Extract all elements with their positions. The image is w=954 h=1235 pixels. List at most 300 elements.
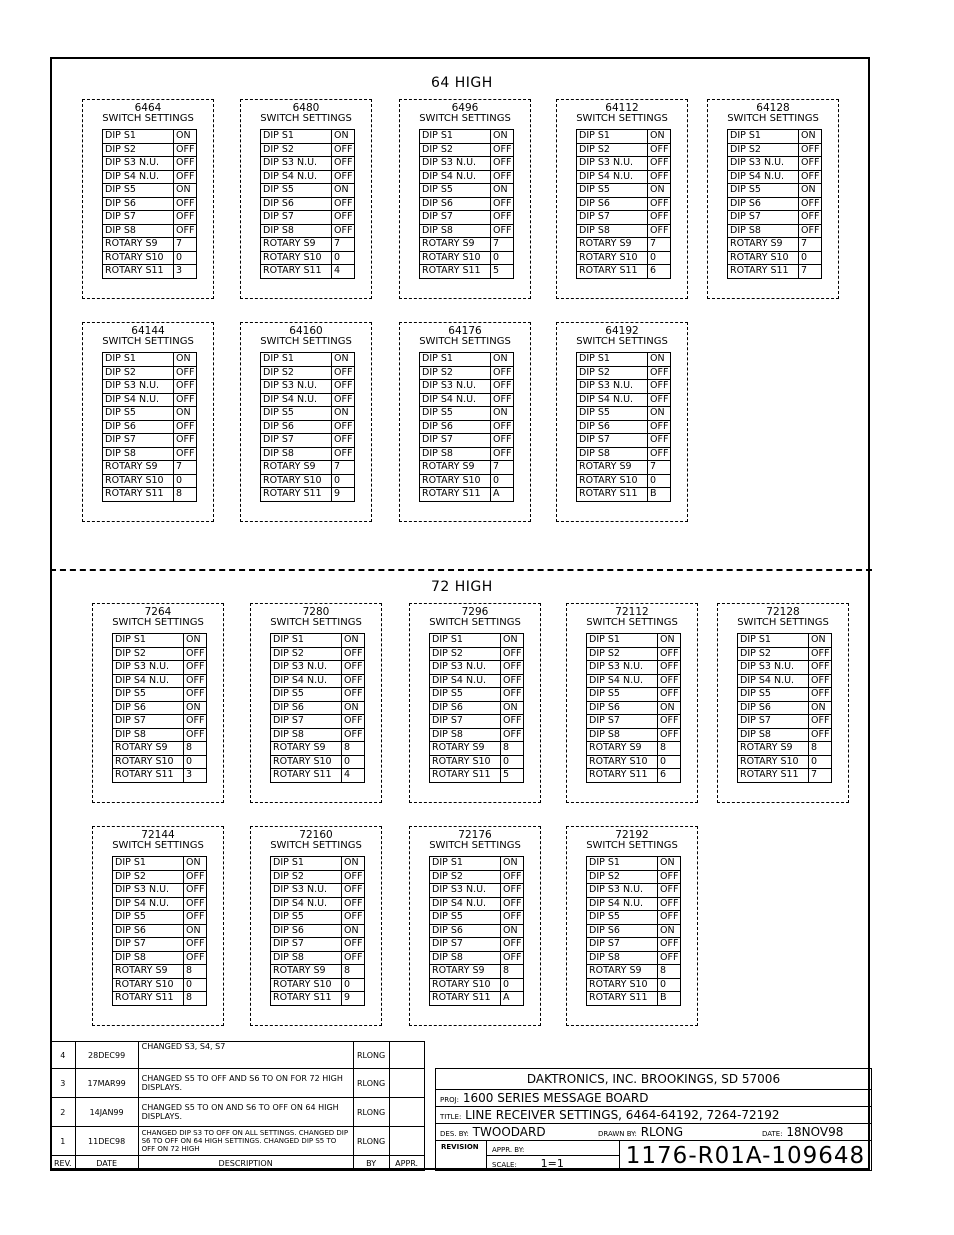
switch-value: 0 [174, 251, 197, 265]
switch-label: DIP S6 [430, 924, 501, 938]
switch-value: OFF [648, 393, 671, 407]
switch-row [577, 184, 671, 198]
switch-row [420, 238, 514, 252]
switch-row [587, 728, 681, 742]
title-label: TITLE: [440, 1113, 462, 1121]
switch-value: OFF [342, 951, 365, 965]
switch-value: 0 [658, 755, 681, 769]
switch-row [728, 211, 822, 225]
switch-table [429, 633, 524, 783]
switch-row [577, 238, 671, 252]
switch-label: ROTARY S10 [271, 755, 342, 769]
switch-row [261, 447, 355, 461]
switch-label: DIP S2 [587, 647, 658, 661]
switch-row [271, 701, 365, 715]
switch-label: DIP S2 [738, 647, 809, 661]
switch-value: 7 [648, 461, 671, 475]
switch-row [113, 755, 207, 769]
company-line: DAKTRONICS, INC. BROOKINGS, SD 57006 [435, 1068, 872, 1090]
switch-label: DIP S4 N.U. [420, 170, 491, 184]
switch-row [103, 265, 197, 279]
proj-label: PROJ: [440, 1096, 460, 1104]
switch-row [728, 184, 822, 198]
switch-row [430, 965, 524, 979]
switch-row [728, 265, 822, 279]
switch-value: ON [491, 353, 514, 367]
switch-value: OFF [174, 434, 197, 448]
switch-label: ROTARY S9 [261, 238, 332, 252]
switch-row [430, 674, 524, 688]
switch-row [261, 157, 355, 171]
switch-label: ROTARY S9 [738, 742, 809, 756]
revision-row [51, 1042, 425, 1069]
switch-value: OFF [501, 870, 524, 884]
switch-row [271, 924, 365, 938]
section-divider [50, 569, 872, 571]
switch-row [103, 461, 197, 475]
switch-label: DIP S3 N.U. [587, 661, 658, 675]
switch-value: OFF [342, 715, 365, 729]
switch-label: DIP S7 [420, 434, 491, 448]
switch-card [717, 603, 849, 803]
switch-value: OFF [799, 224, 822, 238]
switch-label: DIP S8 [430, 728, 501, 742]
switch-label: DIP S6 [728, 197, 799, 211]
switch-label: DIP S1 [261, 130, 332, 144]
switch-value: OFF [809, 688, 832, 702]
switch-row [577, 488, 671, 502]
card-heading: SWITCH SETTINGS [727, 113, 819, 124]
switch-label: DIP S3 N.U. [271, 661, 342, 675]
switch-row [103, 420, 197, 434]
switch-row [738, 661, 832, 675]
switch-label: ROTARY S10 [103, 251, 174, 265]
switch-value: 0 [184, 978, 207, 992]
switch-label: DIP S6 [587, 701, 658, 715]
switch-value: OFF [809, 715, 832, 729]
switch-row [587, 897, 681, 911]
switch-value: OFF [658, 661, 681, 675]
switch-label: DIP S4 N.U. [420, 393, 491, 407]
switch-row [420, 366, 514, 380]
switch-label: DIP S1 [420, 130, 491, 144]
switch-value: ON [342, 701, 365, 715]
switch-table [270, 633, 365, 783]
switch-value: OFF [342, 897, 365, 911]
card-heading: SWITCH SETTINGS [429, 617, 521, 628]
switch-value: OFF [809, 674, 832, 688]
switch-card [566, 826, 698, 1026]
switch-row [103, 366, 197, 380]
switch-row [420, 488, 514, 502]
switch-label: ROTARY S10 [420, 251, 491, 265]
switch-label: DIP S6 [587, 924, 658, 938]
switch-row [587, 870, 681, 884]
switch-label: DIP S7 [587, 715, 658, 729]
switch-label: DIP S3 N.U. [420, 157, 491, 171]
switch-row [577, 420, 671, 434]
switch-value: 0 [491, 474, 514, 488]
switch-row [271, 769, 365, 783]
switch-value: ON [184, 924, 207, 938]
switch-label: ROTARY S9 [420, 461, 491, 475]
switch-row [577, 393, 671, 407]
switch-label: DIP S3 N.U. [430, 884, 501, 898]
switch-row [430, 924, 524, 938]
switch-value: OFF [648, 143, 671, 157]
switch-value: 0 [342, 755, 365, 769]
switch-table [419, 129, 514, 279]
switch-label: DIP S1 [430, 857, 501, 871]
switch-row [113, 897, 207, 911]
switch-value: OFF [658, 938, 681, 952]
switch-label: DIP S4 N.U. [430, 674, 501, 688]
switch-row [430, 647, 524, 661]
switch-label: DIP S8 [738, 728, 809, 742]
switch-table [727, 129, 822, 279]
card-heading: SWITCH SETTINGS [586, 617, 678, 628]
date-label: DATE: [762, 1130, 783, 1138]
switch-row [587, 674, 681, 688]
rev-number: 3 [51, 1069, 76, 1098]
switch-value: 8 [658, 742, 681, 756]
rev-description: CHANGED S3, S4, S7 [138, 1042, 353, 1069]
switch-label: DIP S1 [728, 130, 799, 144]
switch-label: ROTARY S10 [113, 755, 184, 769]
switch-value: OFF [501, 951, 524, 965]
switch-row [420, 393, 514, 407]
switch-value: OFF [174, 366, 197, 380]
switch-label: DIP S5 [728, 184, 799, 198]
switch-row [271, 951, 365, 965]
switch-value: 7 [174, 238, 197, 252]
switch-row [271, 938, 365, 952]
switch-row [420, 197, 514, 211]
switch-value: 7 [174, 461, 197, 475]
switch-row [738, 769, 832, 783]
switch-label: DIP S6 [738, 701, 809, 715]
switch-label: DIP S5 [587, 911, 658, 925]
switch-row [430, 728, 524, 742]
switch-label: ROTARY S9 [577, 461, 648, 475]
scale-label: SCALE: [492, 1161, 517, 1169]
switch-row [587, 688, 681, 702]
switch-row [738, 688, 832, 702]
card-model-number: 64144 [131, 325, 165, 337]
switch-row [430, 911, 524, 925]
switch-row [420, 265, 514, 279]
switch-card [82, 99, 214, 299]
switch-table [270, 856, 365, 1006]
switch-value: OFF [184, 647, 207, 661]
switch-value: 0 [501, 755, 524, 769]
switch-value: ON [332, 353, 355, 367]
switch-value: 6 [658, 769, 681, 783]
switch-row [103, 251, 197, 265]
switch-value: OFF [174, 420, 197, 434]
switch-label: DIP S5 [271, 688, 342, 702]
switch-value: 0 [184, 755, 207, 769]
switch-value: OFF [184, 897, 207, 911]
switch-value: ON [184, 701, 207, 715]
switch-row [261, 474, 355, 488]
switch-label: DIP S4 N.U. [738, 674, 809, 688]
switch-row [271, 992, 365, 1006]
rev-by: RLONG [353, 1042, 389, 1069]
switch-label: ROTARY S9 [113, 965, 184, 979]
switch-label: DIP S2 [587, 870, 658, 884]
switch-label: ROTARY S11 [103, 265, 174, 279]
switch-label: DIP S4 N.U. [103, 170, 174, 184]
switch-label: DIP S4 N.U. [430, 897, 501, 911]
switch-card [556, 322, 688, 522]
switch-label: ROTARY S9 [113, 742, 184, 756]
switch-row [271, 728, 365, 742]
switch-row [728, 170, 822, 184]
switch-row [103, 170, 197, 184]
switch-row [587, 857, 681, 871]
switch-row [261, 184, 355, 198]
card-model-number: 72144 [141, 829, 175, 841]
appr-label: APPR. BY: [492, 1146, 525, 1154]
switch-value: OFF [491, 447, 514, 461]
card-model-number: 64176 [448, 325, 482, 337]
switch-value: OFF [342, 884, 365, 898]
switch-label: ROTARY S9 [577, 238, 648, 252]
switch-label: DIP S2 [103, 143, 174, 157]
switch-label: DIP S2 [577, 143, 648, 157]
card-heading: SWITCH SETTINGS [586, 840, 678, 851]
switch-label: ROTARY S10 [113, 978, 184, 992]
switch-value: OFF [648, 211, 671, 225]
switch-row [261, 130, 355, 144]
switch-row [271, 897, 365, 911]
switch-row [103, 407, 197, 421]
switch-value: OFF [184, 938, 207, 952]
switch-row [420, 170, 514, 184]
switch-row [103, 474, 197, 488]
switch-table [102, 352, 197, 502]
switch-value: 0 [332, 474, 355, 488]
switch-value: ON [648, 353, 671, 367]
switch-row [420, 130, 514, 144]
switch-label: DIP S3 N.U. [728, 157, 799, 171]
switch-value: OFF [658, 884, 681, 898]
switch-label: DIP S8 [103, 224, 174, 238]
switch-row [430, 951, 524, 965]
switch-value: OFF [332, 211, 355, 225]
switch-row [261, 366, 355, 380]
card-model-number: 64160 [289, 325, 323, 337]
drawn-by: RLONG [640, 1125, 684, 1139]
switch-label: ROTARY S9 [261, 461, 332, 475]
card-heading: SWITCH SETTINGS [260, 113, 352, 124]
switch-row [271, 742, 365, 756]
switch-value: ON [491, 130, 514, 144]
switch-label: ROTARY S10 [430, 755, 501, 769]
switch-label: DIP S4 N.U. [577, 393, 648, 407]
card-heading: SWITCH SETTINGS [419, 336, 511, 347]
switch-value: 8 [184, 965, 207, 979]
switch-label: DIP S6 [271, 701, 342, 715]
switch-row [738, 715, 832, 729]
card-model-number: 6480 [292, 102, 320, 114]
switch-label: ROTARY S11 [113, 992, 184, 1006]
switch-label: ROTARY S9 [430, 742, 501, 756]
switch-label: DIP S5 [430, 911, 501, 925]
switch-value: OFF [184, 728, 207, 742]
card-heading: SWITCH SETTINGS [260, 336, 352, 347]
switch-value: OFF [491, 393, 514, 407]
switch-row [271, 884, 365, 898]
switch-value: OFF [658, 911, 681, 925]
switch-value: OFF [332, 224, 355, 238]
switch-row [261, 211, 355, 225]
switch-label: DIP S3 N.U. [113, 661, 184, 675]
switch-value: OFF [184, 674, 207, 688]
switch-value: OFF [174, 393, 197, 407]
switch-row [271, 634, 365, 648]
switch-value: OFF [501, 647, 524, 661]
switch-label: DIP S3 N.U. [577, 157, 648, 171]
switch-table [737, 633, 832, 783]
switch-row [587, 634, 681, 648]
switch-row [728, 197, 822, 211]
switch-row [728, 224, 822, 238]
switch-label: DIP S6 [103, 420, 174, 434]
switch-label: DIP S1 [103, 353, 174, 367]
switch-label: ROTARY S9 [587, 742, 658, 756]
switch-value: OFF [342, 661, 365, 675]
switch-label: DIP S3 N.U. [430, 661, 501, 675]
switch-value: ON [501, 857, 524, 871]
switch-label: DIP S2 [103, 366, 174, 380]
switch-value: A [491, 488, 514, 502]
switch-value: OFF [342, 674, 365, 688]
switch-label: DIP S6 [577, 420, 648, 434]
rev-number: 4 [51, 1042, 76, 1069]
switch-value: OFF [658, 897, 681, 911]
switch-value: ON [174, 184, 197, 198]
switch-label: DIP S6 [420, 420, 491, 434]
switch-card [92, 603, 224, 803]
switch-row [261, 420, 355, 434]
switch-value: OFF [799, 211, 822, 225]
switch-value: OFF [184, 951, 207, 965]
switch-label: DIP S3 N.U. [420, 380, 491, 394]
switch-row [420, 447, 514, 461]
switch-row [587, 938, 681, 952]
switch-label: DIP S5 [113, 688, 184, 702]
switch-label: DIP S6 [261, 420, 332, 434]
switch-row [587, 769, 681, 783]
switch-label: ROTARY S9 [430, 965, 501, 979]
switch-label: DIP S4 N.U. [577, 170, 648, 184]
switch-label: DIP S6 [113, 924, 184, 938]
switch-label: DIP S7 [420, 211, 491, 225]
switch-label: DIP S8 [587, 951, 658, 965]
switch-label: DIP S6 [271, 924, 342, 938]
switch-value: OFF [491, 211, 514, 225]
switch-value: OFF [174, 170, 197, 184]
rev-by: RLONG [353, 1127, 389, 1156]
switch-label: DIP S1 [430, 634, 501, 648]
switch-row [587, 755, 681, 769]
card-heading: SWITCH SETTINGS [270, 617, 362, 628]
description-header: DESCRIPTION [138, 1156, 353, 1171]
card-model-number: 6464 [134, 102, 162, 114]
revision-label: REVISION [435, 1140, 487, 1171]
switch-row [430, 742, 524, 756]
switch-value: OFF [658, 688, 681, 702]
switch-label: DIP S7 [430, 938, 501, 952]
switch-value: OFF [342, 728, 365, 742]
switch-label: DIP S7 [430, 715, 501, 729]
switch-row [103, 238, 197, 252]
card-model-number: 7280 [302, 606, 330, 618]
switch-value: A [501, 992, 524, 1006]
drawing-date: 18NOV98 [786, 1125, 844, 1139]
switch-row [261, 251, 355, 265]
switch-row [103, 197, 197, 211]
switch-row [271, 674, 365, 688]
switch-card [92, 826, 224, 1026]
switch-row [271, 911, 365, 925]
switch-label: DIP S4 N.U. [728, 170, 799, 184]
card-model-number: 7264 [144, 606, 172, 618]
switch-value: OFF [184, 661, 207, 675]
switch-label: ROTARY S10 [430, 978, 501, 992]
switch-label: DIP S2 [271, 870, 342, 884]
switch-label: DIP S1 [577, 353, 648, 367]
switch-label: ROTARY S9 [103, 238, 174, 252]
by-header: BY [353, 1156, 389, 1171]
switch-row [261, 393, 355, 407]
des-label: DES. BY: [440, 1130, 469, 1138]
switch-label: DIP S1 [587, 634, 658, 648]
switch-row [261, 143, 355, 157]
switch-label: DIP S5 [261, 184, 332, 198]
revision-row [51, 1069, 425, 1098]
switch-table [586, 856, 681, 1006]
switch-row [577, 366, 671, 380]
switch-label: DIP S5 [103, 407, 174, 421]
switch-value: ON [658, 701, 681, 715]
switch-value: ON [332, 184, 355, 198]
switch-row [113, 911, 207, 925]
switch-value: ON [342, 634, 365, 648]
switch-label: ROTARY S11 [728, 265, 799, 279]
switch-row [430, 884, 524, 898]
card-model-number: 72112 [615, 606, 649, 618]
rev-description: CHANGED DIP S3 TO OFF ON ALL SETTINGS. CHANGED DIP S6 TO OFF ON 64 HIGH SETTINGS. CHANGED DIP S5 TO OFF ON 72 HIGH [138, 1127, 353, 1156]
switch-row [587, 924, 681, 938]
title-line [435, 1106, 872, 1124]
switch-row [577, 380, 671, 394]
switch-value: OFF [174, 211, 197, 225]
switch-row [728, 251, 822, 265]
switch-value: 4 [342, 769, 365, 783]
switch-row [420, 184, 514, 198]
switch-value: OFF [501, 674, 524, 688]
switch-row [103, 224, 197, 238]
switch-value: OFF [648, 157, 671, 171]
switch-label: DIP S8 [420, 224, 491, 238]
switch-label: ROTARY S10 [261, 251, 332, 265]
date-header: DATE [75, 1156, 138, 1171]
scale-value: 1=1 [540, 1157, 564, 1170]
switch-value: OFF [501, 688, 524, 702]
